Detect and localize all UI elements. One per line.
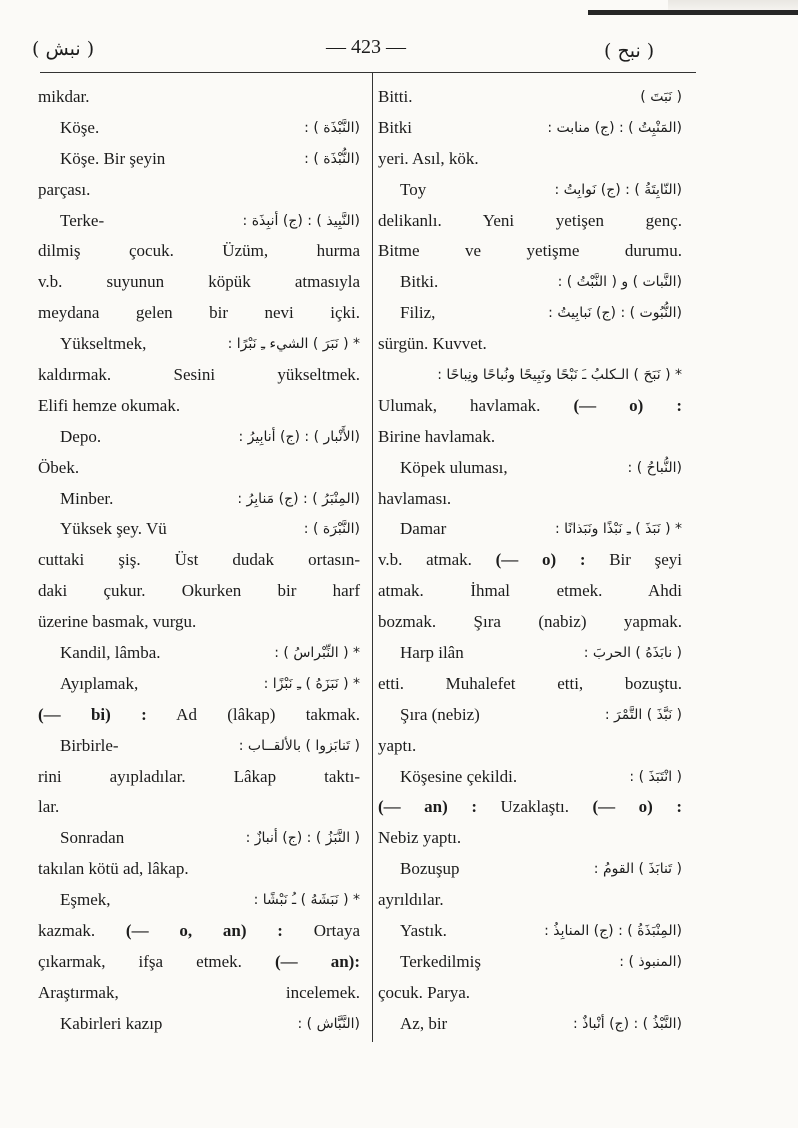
dictionary-line xyxy=(378,113,682,144)
turkish-text: Bitti. xyxy=(378,87,413,106)
turkish-text: sürgün. Kuvvet. xyxy=(378,334,487,354)
dictionary-line xyxy=(378,1009,682,1040)
dictionary-line xyxy=(378,453,682,484)
dictionary-line xyxy=(378,545,682,576)
dictionary-line xyxy=(38,422,360,453)
turkish-text: delikanlı. Yeni yetişen genç. xyxy=(378,210,682,230)
dictionary-line xyxy=(38,823,360,854)
dictionary-line xyxy=(38,669,360,700)
turkish-text: bozmak. Şıra (nabiz) yapmak. xyxy=(378,612,682,632)
turkish-text: rini ayıpladılar. Lâkap taktı- xyxy=(38,766,360,786)
dictionary-line xyxy=(38,1009,360,1040)
arabic-headword: ( تَنابَزوا ) بالألقــاب : xyxy=(238,737,360,754)
arabic-headword: (النَّبْرَة ) : xyxy=(303,521,360,538)
dictionary-line xyxy=(378,576,682,607)
dictionary-line xyxy=(38,916,360,947)
left-column xyxy=(38,82,360,1040)
dictionary-line xyxy=(378,329,682,360)
arabic-headword: (النُّبُوت ) : (ج) نَبابِيتُ : xyxy=(548,305,682,322)
turkish-text: (— bi) : Ad (lâkap) takmak. xyxy=(38,704,360,724)
turkish-text: lar. xyxy=(38,797,60,817)
turkish-text: Yükseltmek, xyxy=(60,334,147,354)
turkish-text: Köpek uluması, xyxy=(400,457,508,477)
turkish-text: parçası. xyxy=(38,179,91,199)
turkish-text: yeri. Asıl, kök. xyxy=(378,148,479,168)
right-root-heading: ( نبح ) xyxy=(604,40,655,62)
dictionary-line xyxy=(38,329,360,360)
turkish-text: ayrıldılar. xyxy=(378,890,444,910)
turkish-text: takılan kötü ad, lâkap. xyxy=(38,859,189,879)
arabic-headword: (المِنْبَذَةُ ) : (ج) المنابِذُ : xyxy=(544,923,682,940)
dictionary-line xyxy=(378,422,682,453)
dictionary-line xyxy=(38,391,360,422)
turkish-text: Öbek. xyxy=(38,457,80,477)
arabic-headword: ( نابَذَهُ ) الحربَ : xyxy=(583,645,682,662)
turkish-text: Kabirleri kazıp xyxy=(60,1013,163,1033)
dictionary-line xyxy=(38,885,360,916)
turkish-text: Birine havlamak. xyxy=(378,426,496,446)
arabic-headword: (النَّبَّاش ) : xyxy=(297,1015,360,1032)
turkish-text: Elifi hemze okumak. xyxy=(38,395,181,415)
dictionary-line xyxy=(378,700,682,731)
turkish-text: Köşe. Bir şeyin xyxy=(60,148,166,168)
turkish-text: daki çukur. Okurken bir harf xyxy=(38,581,360,601)
turkish-text: Terke- xyxy=(60,210,105,230)
turkish-text: Depo. xyxy=(60,426,102,446)
dictionary-line xyxy=(38,484,360,515)
dictionary-line xyxy=(38,545,360,576)
turkish-text: Nebiz yaptı. xyxy=(378,828,462,848)
arabic-headword: ( تَنابَذَ ) القومُ : xyxy=(593,861,682,878)
arabic-headword: (المَنْبِتُ ) : (ج) منابت : xyxy=(547,119,682,136)
column-divider xyxy=(372,72,373,1042)
turkish-text: Bitme ve yetişme durumu. xyxy=(378,241,682,261)
dictionary-line xyxy=(378,885,682,916)
turkish-text: (— an) : Uzaklaştı. (— o) : xyxy=(378,797,683,817)
turkish-text: Sonradan xyxy=(60,828,125,848)
turkish-text: Köşesine çekildi. xyxy=(400,766,518,786)
turkish-text: Bitki xyxy=(378,117,413,137)
arabic-headword: ( النَّبَزُ ) : (ج) أنبازٌ : xyxy=(245,830,360,847)
turkish-text: Eşmek, xyxy=(60,890,111,910)
turkish-text: Toy xyxy=(400,179,427,199)
dictionary-line xyxy=(38,144,360,175)
dictionary-line xyxy=(378,638,682,669)
dictionary-line xyxy=(38,360,360,391)
turkish-text: Ayıplamak, xyxy=(60,673,139,693)
turkish-text: Birbirle- xyxy=(60,735,119,755)
dictionary-line xyxy=(378,947,682,978)
dictionary-line xyxy=(378,360,682,391)
right-column xyxy=(378,82,682,1040)
dictionary-line xyxy=(378,792,682,823)
dictionary-line xyxy=(378,823,682,854)
dictionary-line xyxy=(38,113,360,144)
arabic-headword: (النَّبِيذ ) : (ج) أنبِذَة : xyxy=(242,212,360,229)
dictionary-line xyxy=(38,762,360,793)
dictionary-line xyxy=(378,82,682,113)
arabic-headword: (المنبوذ ) : xyxy=(619,953,682,970)
left-root-heading: ( نبش ) xyxy=(32,38,95,60)
turkish-text: v.b. atmak. (— o) : Bir şeyi xyxy=(378,550,682,570)
turkish-text: Şıra (nebiz) xyxy=(400,704,480,724)
dictionary-line xyxy=(378,731,682,762)
dictionary-line xyxy=(38,638,360,669)
page-number: — 423 — xyxy=(326,36,406,58)
turkish-text: cuttaki şiş. Üst dudak ortasın- xyxy=(38,550,360,570)
dictionary-line xyxy=(38,82,360,113)
dictionary-line xyxy=(38,576,360,607)
turkish-text: v.b. suyunun köpük atmasıyla xyxy=(38,272,360,292)
dictionary-line xyxy=(378,206,682,237)
dictionary-line xyxy=(38,267,360,298)
dictionary-line xyxy=(38,514,360,545)
dictionary-line xyxy=(38,792,360,823)
dictionary-line xyxy=(38,854,360,885)
dictionary-line xyxy=(38,298,360,329)
turkish-text: dilmiş çocuk. Üzüm, hurma xyxy=(38,241,360,261)
arabic-headword: * ( نَبَزَهُ ) ـِ نَبْزًا : xyxy=(263,675,360,692)
dictionary-line xyxy=(378,484,682,515)
dictionary-line xyxy=(378,978,682,1009)
dictionary-line xyxy=(378,916,682,947)
page-header xyxy=(28,32,688,70)
turkish-text: Köşe. xyxy=(60,117,100,137)
turkish-text: Bitki. xyxy=(400,272,439,292)
turkish-text: üzerine basmak, vurgu. xyxy=(38,612,197,632)
arabic-headword: (النُّباحُ ) : xyxy=(627,459,682,476)
turkish-text: çıkarmak, ifşa etmek. (— an): xyxy=(38,951,360,971)
arabic-headword: (النَّبات ) و ( النَّبْتُ ) : xyxy=(557,274,682,291)
turkish-text: Minber. xyxy=(60,488,114,508)
dictionary-line xyxy=(38,206,360,237)
arabic-headword: * ( نَبَرَ ) الشيء ـِ نَبْرًا : xyxy=(227,336,360,353)
turkish-text: mikdar. xyxy=(38,87,90,106)
dictionary-line xyxy=(378,298,682,329)
arabic-headword: ( انْتَبَذَ ) : xyxy=(629,768,682,785)
turkish-text: etti. Muhalefet etti, bozuştu. xyxy=(378,673,682,693)
turkish-text: Ulumak, havlamak. (— o) : xyxy=(378,395,682,415)
turkish-text: kaldırmak. Sesini yükseltmek. xyxy=(38,365,360,385)
arabic-headword: ( نَبَتَ ) xyxy=(640,89,682,105)
turkish-text: Kandil, lâmba. xyxy=(60,643,161,663)
turkish-text: Terkedilmiş xyxy=(400,951,481,971)
dictionary-line xyxy=(378,391,682,422)
dictionary-line xyxy=(38,453,360,484)
turkish-text: Bozuşup xyxy=(400,859,460,879)
arabic-headword: (النُّبْذَة ) : xyxy=(304,150,360,167)
header-rule xyxy=(40,72,696,73)
dictionary-line xyxy=(378,762,682,793)
arabic-headword: (المِنْبَرُ ) : (ج) مَنابِرُ : xyxy=(237,490,360,507)
turkish-text: havlaması. xyxy=(378,488,452,508)
turkish-text: atmak. İhmal etmek. Ahdi xyxy=(378,581,682,601)
dictionary-line xyxy=(38,947,360,978)
turkish-text: yaptı. xyxy=(378,735,417,755)
arabic-headword: (النَّبْذَة ) : xyxy=(304,119,360,136)
turkish-text: kazmak. (— o, an) : Ortaya xyxy=(38,921,360,941)
dictionary-line xyxy=(38,978,360,1009)
arabic-headword: (النَّبْذُ ) : (ج) أنْباذٌ : xyxy=(572,1015,682,1032)
arabic-headword: * ( نَبَشَهُ ) ـُ نَبْشًا : xyxy=(253,892,360,909)
dictionary-line xyxy=(378,236,682,267)
dictionary-line xyxy=(378,607,682,638)
turkish-text: Damar xyxy=(400,519,447,539)
dictionary-line xyxy=(378,669,682,700)
dictionary-line xyxy=(378,854,682,885)
dictionary-line xyxy=(378,267,682,298)
scan-edge-bar xyxy=(588,10,798,15)
arabic-headword: ( نَبَّذَ ) التَّمْرَ : xyxy=(604,706,682,723)
arabic-headword: (الأَنْبار ) : (ج) أنابِيرُ : xyxy=(238,428,360,445)
dictionary-line xyxy=(38,700,360,731)
arabic-headword: * ( النِّبْراسُ ) : xyxy=(274,645,360,662)
turkish-text: Az, bir xyxy=(400,1013,448,1033)
turkish-text: çocuk. Parya. xyxy=(378,982,471,1002)
arabic-headword: (النّابِتَةُ ) : (ج) نَوابِتُ : xyxy=(554,181,682,198)
dictionary-line xyxy=(378,175,682,206)
turkish-text: Yüksek şey. Vü xyxy=(60,519,167,539)
turkish-text: Araştırmak, incelemek. xyxy=(38,982,360,1002)
turkish-text: meydana gelen bir nevi içki. xyxy=(38,303,360,323)
arabic-headword: * ( نَبَحَ ) الـكلبُ ـَ نَبْحًا ونَبِيحًا ونُباحًا ونِباحًا : xyxy=(437,367,682,384)
dictionary-line xyxy=(38,236,360,267)
turkish-text: Harp ilân xyxy=(400,643,464,663)
dictionary-line xyxy=(38,607,360,638)
dictionary-line xyxy=(38,175,360,206)
dictionary-line xyxy=(38,731,360,762)
turkish-text: Filiz, xyxy=(400,303,436,323)
dictionary-line xyxy=(378,514,682,545)
arabic-headword: * ( نَبَذَ ) ـِ نَبْذًا ونَبَذانًا : xyxy=(554,521,682,538)
dictionary-line xyxy=(378,144,682,175)
turkish-text: Yastık. xyxy=(400,921,447,941)
